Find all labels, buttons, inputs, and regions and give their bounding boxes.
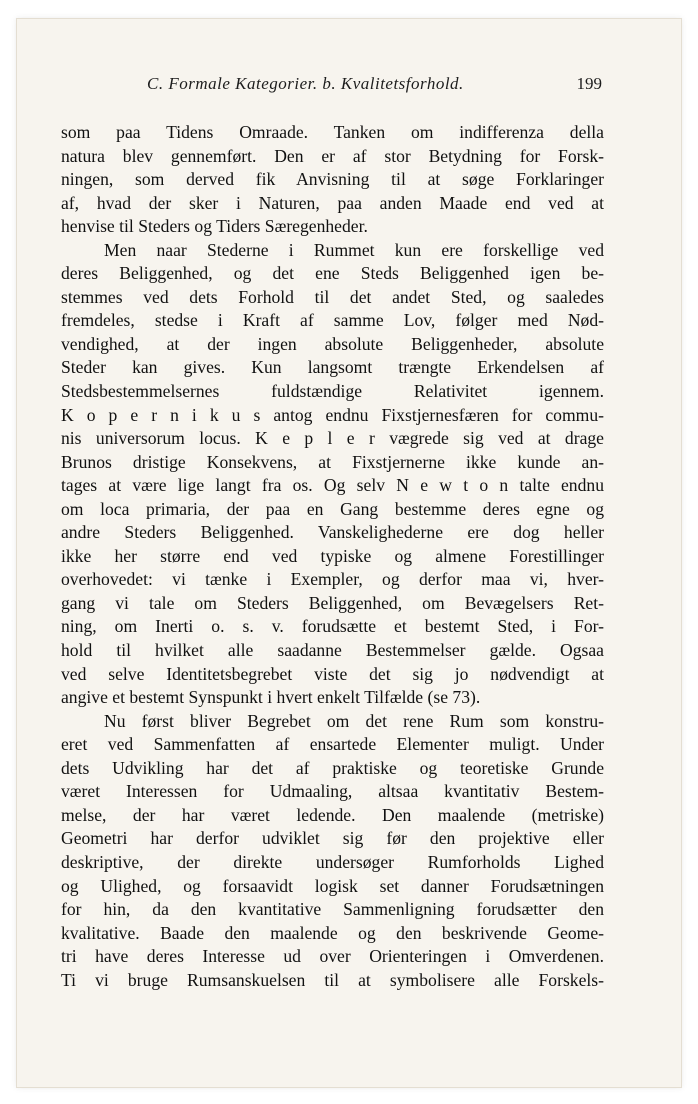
text-line: angive et bestemt Synspunkt i hvert enkelt Tilfælde (se 73).	[61, 687, 481, 708]
text-line: overhovedet: vi tænke i Exempler, og derfor maa vi, hver-	[61, 569, 604, 590]
text-line: for hin, da den kvantitative Sammenligning forudsætter den	[61, 899, 604, 920]
text-line: deskriptive, der direkte undersøger Rumforholds Lighed	[61, 851, 604, 872]
text-line: ikke her større end ved typiske og almene Forestillinger	[61, 545, 604, 566]
text-line: som paa Tidens Omraade. Tanken om indifferenza della	[61, 122, 604, 142]
text-line: vendighed, at der ingen absolute Beliggenheder, absolute	[61, 333, 604, 354]
text-line: Geometri har derfor udviklet sig før den projektive eller	[61, 828, 604, 849]
text-line: Stedsbestemmelsernes fuldstændige Relativitet igennem.	[61, 381, 604, 402]
running-header	[147, 74, 602, 108]
text-line: kvalitative. Baade den maalende og den beskrivende Geome-	[61, 922, 604, 943]
text-line: ning, om Inerti o. s. v. forudsætte et bestemt Sted, i For-	[61, 616, 604, 637]
text-line: ningen, som derved fik Anvisning til at søge Forklaringer	[61, 169, 604, 190]
text-line: stemmes ved dets Forhold til det andet Sted, og saaledes	[61, 286, 604, 307]
text-line: Men naar Stederne i Rummet kun ere forskellige ved	[104, 239, 604, 260]
text-line: andre Steders Beliggenhed. Vanskelighederne ere dog heller	[61, 522, 604, 543]
text-line: og Ulighed, og forsaavidt logisk set danner Forudsætningen	[61, 875, 604, 896]
book-page	[16, 18, 682, 1088]
text-line: henvise til Steders og Tiders Særegenheder.	[61, 216, 368, 237]
text-line: nis universorum locus. K e p l e r vægrede sig ved at drage	[61, 428, 604, 449]
text-line: natura blev gennemført. Den er af stor Betydning for Forsk-	[61, 145, 604, 166]
text-line: ved selve Identitetsbegrebet viste det sig jo nødvendigt at	[61, 663, 604, 684]
text-line: hold til hvilket alle saadanne Bestemmelser gælde. Ogsaa	[61, 640, 604, 661]
page-number: 199	[576, 74, 602, 93]
text-line: tages at være lige langt fra os. Og selv N e w t o n talte endnu	[61, 475, 604, 496]
text-line: K o p e r n i k u s antog endnu Fixstjernesfæren for commu-	[61, 404, 604, 425]
text-line: af, hvad der sker i Naturen, paa anden Maade end ved at	[61, 192, 604, 213]
text-line: dets Udvikling har det af praktiske og teoretiske Grunde	[61, 757, 604, 778]
text-line: deres Beliggenhed, og det ene Steds Beliggenhed igen be-	[61, 263, 604, 284]
text-line: gang vi tale om Steders Beliggenhed, om Bevægelsers Ret-	[61, 592, 604, 613]
text-line: været Interessen for Udmaaling, altsaa kvantitativ Bestem-	[61, 781, 604, 802]
text-line: fremdeles, stedse i Kraft af samme Lov, følger med Nød-	[61, 310, 604, 331]
text-line: tri have deres Interesse ud over Orienteringen i Omverdenen.	[61, 946, 604, 967]
text-line: Ti vi bruge Rumsanskuelsen til at symbolisere alle Forskels-	[61, 969, 604, 990]
text-line: melse, der har været ledende. Den maalende (metriske)	[61, 804, 604, 825]
text-line: Nu først bliver Begrebet om det rene Rum som konstru-	[104, 710, 604, 731]
text-line: om loca primaria, der paa en Gang bestemme deres egne og	[61, 498, 604, 519]
body-text	[61, 121, 604, 992]
text-line: Steder kan gives. Kun langsomt trængte Erkendelsen af	[61, 357, 604, 378]
text-line: eret ved Sammenfatten af ensartede Elementer muligt. Under	[61, 734, 604, 755]
running-header-title: C. Formale Kategorier. b. Kvalitetsforhold.	[147, 74, 464, 93]
text-line: Brunos dristige Konsekvens, at Fixstjernerne ikke kunde an-	[61, 451, 604, 472]
